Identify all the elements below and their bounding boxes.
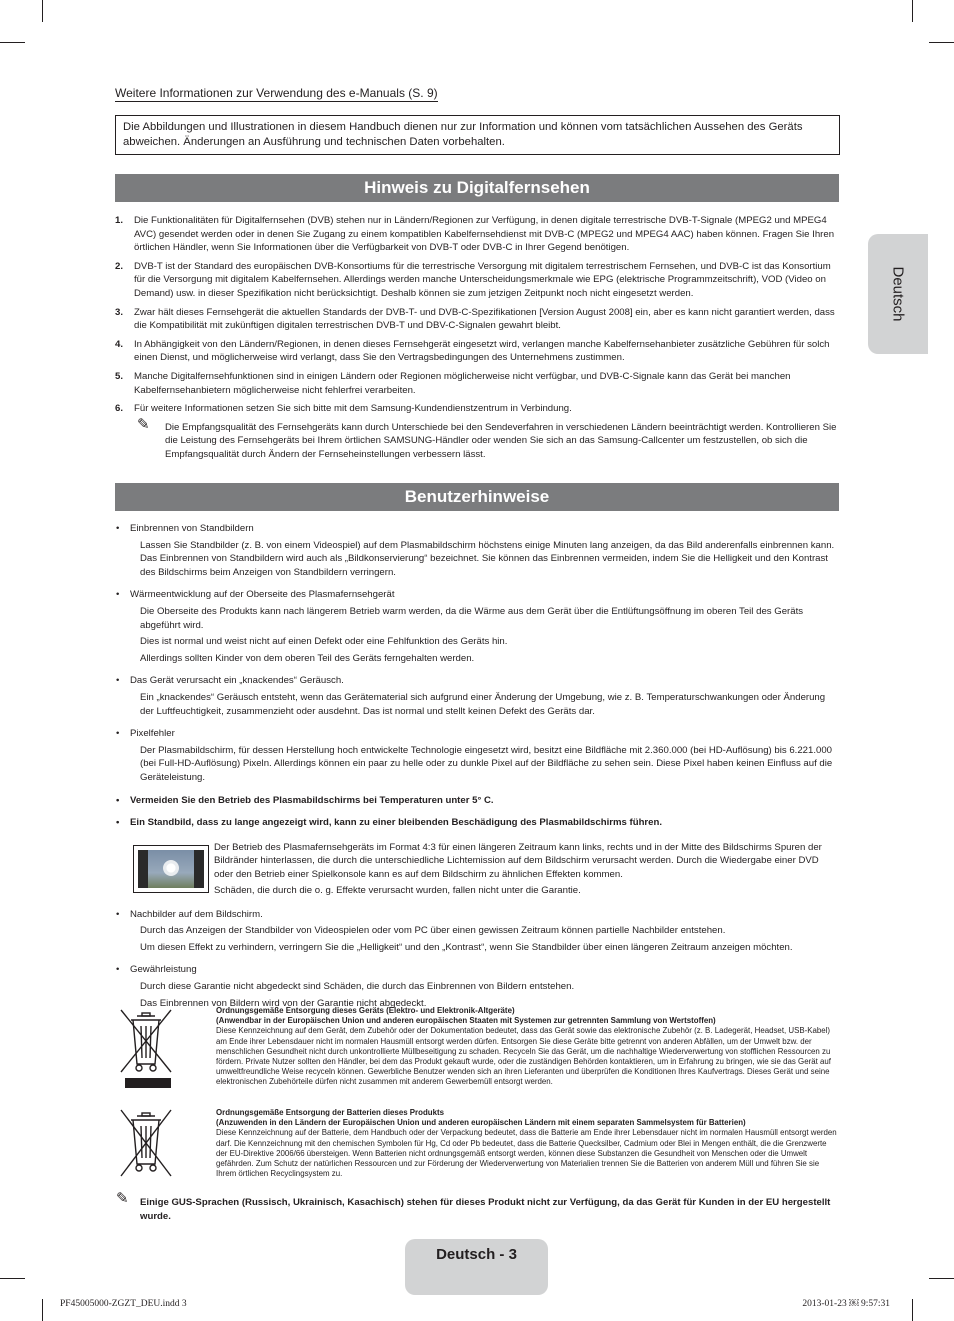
crossed-bin-icon bbox=[115, 1006, 177, 1094]
section-title-user-notes: Benutzerhinweise bbox=[115, 483, 839, 511]
bullet-heading: • Das Gerät verursacht ein „knackendes“ Geräusch. bbox=[116, 675, 344, 687]
bullet-heading: • Wärmeentwicklung auf der Oberseite des Plasmafernsehgerät bbox=[116, 589, 395, 601]
bullet-text: Die Oberseite des Produkts kann nach längerem Betrieb warm werden, da die Wärme aus dem Gerät über die Entlüftungsöffnung im oberen Teil des Geräts abgeführt wird. bbox=[140, 605, 804, 631]
page-number-badge bbox=[405, 1239, 548, 1295]
disclaimer-text: Die Abbildungen und Illustrationen in diesem Handbuch dienen nur zur Information und können vom tatsächlichen Aussehen des Geräts abweichen. Änderungen an Ausführung und technischen Daten vorbehalten. bbox=[123, 121, 803, 148]
reception-note: ✎ Die Empfangsqualität des Fernsehgeräts kann durch Unterschiede bei den Sendeverfahren in verschiedenen Ländern beeinträchtigt werden. Kontrollieren Sie die Leistung des Fernsehgeräts bei Ihrem örtlichen SAMSUNG-Händler oder wenden Sie sich an das Samsung-Callcenter um festzustellen, ob sich die Empfangsqualität durch Ändern der Fernseheinstellungen verbessern lässt. bbox=[137, 415, 837, 460]
battery-disposal: Ordnungsgemäße Entsorgung der Batterien dieses Produkts (Anzuwenden in den Ländern der Europäischen Union und anderen europäischen Ländern mit einem separaten Sammelsystem für Batterien) Diese Kennzeichnung auf der Batterie, dem Handbuch oder der Verpackung bedeutet, dass die Batterie am Ende ihrer Lebensdauer nicht im normalen Hausmüll entsorgt werden darf. Die Kennzeichnung mit den chemischen Symbolen für Hg, Cd oder Pb bedeutet, dass die Batterie Quecksilber, Cadmium oder Blei in Mengen enthält, die die Grenzwerte der EU-Direktive 2006/66 übersteigen. Wenn Batterien nicht ordnungsgemäß entsorgt werden, können diese Substanzen die Gesundheit von Menschen oder die Umwelt gefährden. Zum Schutz der natürlichen Ressourcen und zur Förderung der Wiederverwertung von Materialien trennen Sie die Batterien von anderem Müll und führen Sie sie Ihrem örtlichen Recyclingsystem zu. bbox=[115, 1108, 839, 1192]
language-tab bbox=[868, 234, 928, 354]
bullet-text: Ein „knackendes“ Geräusch entsteht, wenn das Gerätematerial sich aufgrund einer Änderung der Umgebung, wie z. B. Temperaturschwankungen oder Änderung der Luftfeuchtigkeit, zusammenzieht oder ausdehnt. Das ist normal und stellt keinen Defekt des Geräts dar. bbox=[140, 691, 826, 717]
format-43-warranty-text: Schäden, die durch die o. g. Effekte verursacht wurden, fallen nicht unter die Garantie. bbox=[214, 885, 581, 897]
language-availability-note: ✎ Einige GUS-Sprachen (Russisch, Ukrainisch, Kasachisch) stehen für dieses Produkt nicht zur Verfügung, da das Gerät für Kunden in der EU hergestellt wurde. bbox=[116, 1190, 831, 1222]
list-item: 1. Die Funktionalitäten für Digitalfernsehen (DVB) stehen nur in Ländern/Regionen zur Verfügung, in denen digitale terrestrische DVB-T-Signale (MPEG2 und MPEG4 AVC) gesendet werden oder in denen Sie Zugang zu einem kompatiblen Kabelfernsehdienst mit DVB-C (MPEG2 und MPEG4 AAC) haben können. Fragen Sie Ihren örtlichen Händler, wenn Sie Informationen über die Verfügbarkeit von DVB-T oder DVB-C in Ihrer Gegend benötigen. bbox=[115, 215, 835, 254]
format-43-text: Der Betrieb des Plasmafernsehgeräts im Format 4:3 für einen längeren Zeitraum kann links, rechts und in der Mitte des Bildschirms Spuren der Bildränder hinterlassen, die durch die unterschiedliche Lichtemission auf dem Bildschirm verursacht werden. Durch die Wiedergabe einer DVD oder den Betrieb einer Spielkonsole kann es auf dem Bildschirm zu ähnlichen Effekten kommen. bbox=[214, 841, 822, 880]
crop-mark bbox=[929, 42, 954, 43]
list-item: 5. Manche Digitalfernsehfunktionen sind in einigen Ländern oder Regionen möglicherweise nicht verfügbar, und DVB-C-Signale kann das Gerät bei manchen Kabelfernsehanbietern möglicherweise nicht fehlerfrei verarbeiten. bbox=[115, 370, 791, 396]
bullet-heading: • Nachbilder auf dem Bildschirm. bbox=[116, 908, 263, 920]
bullet-heading: • Einbrennen von Standbildern bbox=[116, 523, 254, 534]
tv-screen-illustration bbox=[133, 845, 209, 893]
list-item: 2. DVB-T ist der Standard des europäischen DVB-Konsortiums für die terrestrische Versorgung mit digitalem terrestrischem Fernsehen, und DVB-C ist das Konsortium für die Versorgung mit digitalem Kabelfernsehen. Allerdings werden manche Unterscheidungsmerkmale wie EPG (elektrische Programmzeitschrift), VOD (Video on Demand) usw. in dieser Spezifikation nicht berücksichtigt. Deshalb können sie zum jetzigen Zeitpunkt noch nicht eingesetzt werden. bbox=[115, 260, 831, 299]
section-title-digital-tv: Hinweis zu Digitalfernsehen bbox=[115, 174, 839, 202]
crossed-battery-bin-icon bbox=[115, 1108, 177, 1180]
user-notes-list bbox=[115, 522, 839, 1013]
bullet-text: Durch diese Garantie nicht abgedeckt sind Schäden, die durch das Einbrennen von Bildern entstehen. bbox=[140, 981, 575, 993]
bullet-text: Um diesen Effekt zu verhindern, verringern Sie die „Helligkeit“ und den „Kontrast“, wenn Sie Standbilder über einen längeren Zeitraum anzeigen möchten. bbox=[140, 941, 793, 953]
bullet-text: Durch das Anzeigen der Standbilder von Videospielen oder vom PC über einen gewissen Zeitraum können partielle Nachbilder entstehen. bbox=[140, 925, 726, 937]
bullet-text: Das Einbrennen von Bildern wird von der Garantie nicht abgedeckt. bbox=[140, 997, 427, 1009]
list-item: 4. In Abhängigkeit von den Ländern/Regionen, in denen dieses Fernsehgerät eingesetzt wird, verlangen manche Kabelfernsehanbieter zusätzliche Gebühren für solch einen Dienst, und möglicherweise wird verlangt, dass Sie den Vertragsbedingungen des Unternehmens zustimmen. bbox=[115, 338, 830, 364]
temperature-warning: • Vermeiden Sie den Betrieb des Plasmabildschirms bei Temperaturen unter 5° C. bbox=[116, 794, 494, 806]
bullet-text: Allerdings sollten Kinder von dem oberen Teil des Geräts ferngehalten werden. bbox=[140, 652, 475, 664]
crop-mark bbox=[0, 42, 25, 43]
bullet-heading: • Gewährleistung bbox=[116, 964, 197, 976]
pencil-note-icon: ✎ bbox=[137, 415, 150, 433]
disposal-section bbox=[115, 1006, 839, 1192]
crop-mark bbox=[42, 0, 43, 22]
list-item: 3. Zwar hält dieses Fernsehgerät die aktuellen Standards der DVB-T- und DVB-C-Spezifikationen [Version August 2008] ein, aber es kann nicht garantiert werden, dass die Kompatibilität mit zukünftigen digitalen terrestrischen DVB-T und DBV-C-Signalen gewahrt bleibt. bbox=[115, 306, 835, 332]
pencil-note-icon: ✎ bbox=[116, 1190, 129, 1207]
digital-tv-list bbox=[115, 214, 839, 467]
bullet-heading: • Pixelfehler bbox=[116, 728, 175, 740]
crop-mark bbox=[912, 0, 913, 22]
crop-mark bbox=[912, 1299, 913, 1321]
bullet-text: Dies ist normal und weist nicht auf einen Defekt oder eine Fehlfunktion des Geräts hin. bbox=[140, 636, 508, 648]
bullet-text: Der Plasmabildschirm, für dessen Herstellung hoch entwickelte Technologie eingesetzt wird, besitzt eine Bildfläche mit 2.360.000 (bei HD-Auflösung) bis 6.221.000 (bei Full-HD-Auflösung) Pixeln. Allerdings können ein paar zu helle oder zu dunkle Pixel auf der Bildfläche zu sehen sein. Diese Pixel haben keinen Einfluss auf die Geräteleistung. bbox=[140, 744, 833, 783]
language-tab-label: Deutsch bbox=[889, 266, 907, 322]
bullet-text: Lassen Sie Standbilder (z. B. von einem Videospiel) auf dem Plasmabildschirm höchstens einige Minuten lang anzeigen, da das Bild anderenfalls einbrennen kann. Das Einbrennen von Standbildern wird auch als „Bildkonservierung“ bezeichnet. Sie können das Einbrennen vermeiden, indem Sie die Helligkeit und den Kontrast des Bildschirms beim Anzeigen von Standbildern verringern. bbox=[140, 539, 835, 578]
format-43-block bbox=[115, 841, 839, 903]
page-number: Deutsch - 3 bbox=[436, 1246, 517, 1263]
e-manual-link[interactable]: Weitere Informationen zur Verwendung des e-Manuals (S. 9) bbox=[115, 86, 438, 100]
crop-mark bbox=[42, 1299, 43, 1321]
still-image-warning: • Ein Standbild, dass zu lange angezeigt wird, kann zu einer bleibenden Beschädigung des Plasmabildschirms führen. bbox=[116, 817, 663, 829]
crop-mark bbox=[929, 1278, 954, 1279]
footer-filename: PF45005000-ZGZT_DEU.indd 3 bbox=[60, 1299, 187, 1309]
disclaimer-box bbox=[115, 115, 840, 155]
list-item: 6. Für weitere Informationen setzen Sie sich bitte mit dem Samsung-Kundendienstzentrum in Verbindung. ✎ Die Empfangsqualität des Fernsehgeräts kann durch Unterschiede bei den Sendeverfahren in verschiedenen Ländern beeinträchtigt werden. Kontrollieren Sie die Leistung des Fernsehgeräts bei Ihrem örtlichen SAMSUNG-Händler oder wenden Sie sich an das Samsung-Callcenter um festzustellen, ob sich die Empfangsqualität durch Ändern der Fernseheinstellungen verbessern lässt. bbox=[115, 402, 839, 461]
device-disposal: Ordnungsgemäße Entsorgung dieses Geräts (Elektro- und Elektronik-Altgeräte) (Anwendbar in der Europäischen Union und anderen europäischen Staaten mit Systemen zur getrennten Sammlung von Wertstoffen) Diese Kennzeichnung auf dem Gerät, dem Zubehör oder der Dokumentation bedeutet, dass das Gerät sowie das elektronische Zubehör (z. B. Ladegerät, Headset, USB-Kabel) am Ende ihrer Lebensdauer nicht im normalen Hausmüll entsorgt werden dürfen. Entsorgen Sie diese Geräte bitte getrennt von anderen Abfällen, um der Umwelt bzw. der menschlichen Gesundheit nicht durch unkontrollierte Müllbeseitigung zu schaden. Recyceln Sie das Gerät, um die nachhaltige Wiederverwertung von stofflichen Ressourcen zu fördern. Private Nutzer sollten den Händler, bei dem das Produkt gekauft wurde, oder die zuständigen Behörden kontaktieren, um in Erfahrung zu bringen, wie sie das Gerät auf umweltfreundliche Weise recyceln können. Gewerbliche Benutzer wenden sich an ihren Lieferanten und überprüfen die Konditionen Ihres Kaufvertrags. Dieses Gerät und seine elektronischen Zubehörteile dürfen nicht zusammen mit anderem Gewerbemüll entsorgt werden. bbox=[115, 1006, 839, 1108]
footer-timestamp: 2013-01-23 ￼ 9:57:31 bbox=[802, 1299, 890, 1309]
crop-mark bbox=[0, 1278, 25, 1279]
